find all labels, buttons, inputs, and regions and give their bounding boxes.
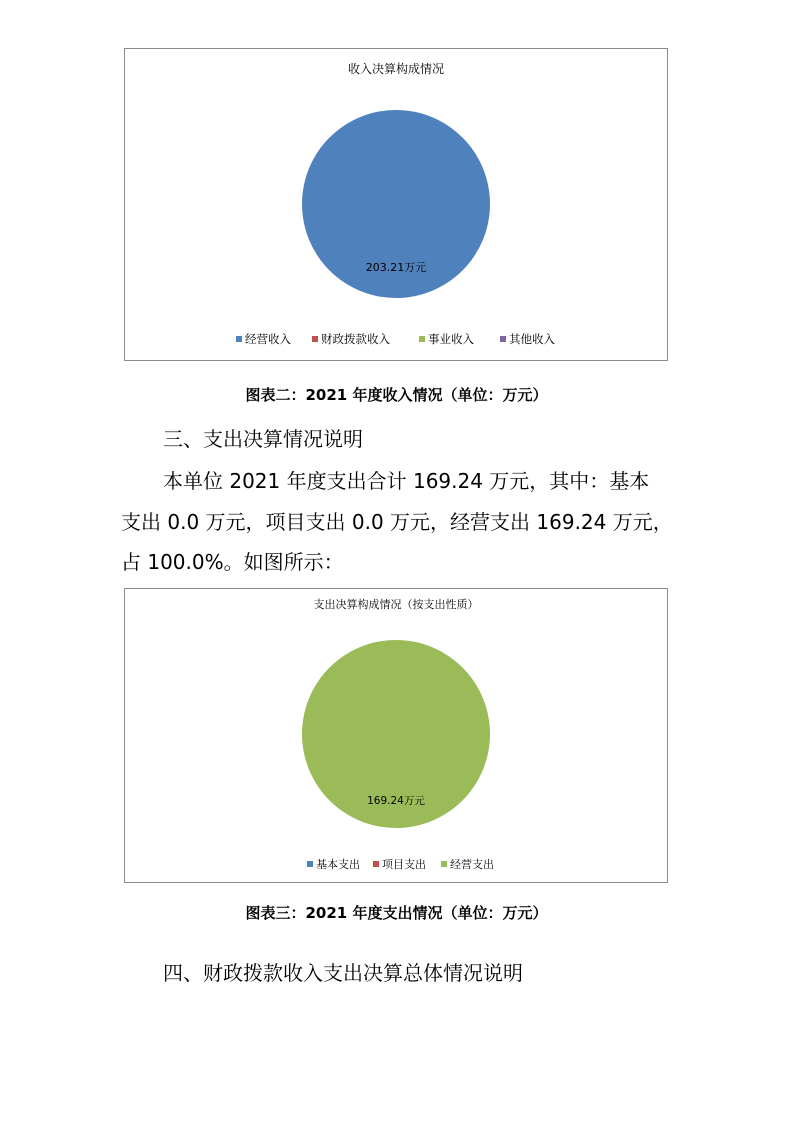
pie-data-label: 169.24万元 — [367, 795, 425, 807]
paragraph-line-1: 本单位 2021 年度支出合计 169.24 万元，其中：基本 — [163, 469, 650, 493]
legend-label: 项目支出 — [382, 858, 426, 871]
income-pie-svg — [125, 49, 667, 360]
pie-data-label: 203.21万元 — [365, 261, 427, 274]
legend-label: 事业收入 — [428, 332, 474, 346]
legend-swatch — [500, 336, 506, 342]
legend-label: 经营收入 — [245, 332, 291, 346]
legend-swatch — [312, 336, 318, 342]
section-heading-3: 三、支出决算情况说明 — [163, 427, 363, 451]
chart-title: 收入决算构成情况 — [347, 62, 445, 76]
legend-swatch — [441, 861, 447, 867]
paragraph-line-3: 占 100.0%。如图所示： — [121, 550, 344, 574]
paragraph-line-2: 支出 0.0 万元，项目支出 0.0 万元，经营支出 169.24 万元， — [121, 510, 673, 534]
figure-caption-2: 图表二：2021 年度收入情况（单位：万元） — [245, 386, 548, 404]
legend-label: 基本支出 — [316, 858, 360, 871]
chart-title: 支出决算构成情况（按支出性质） — [313, 598, 479, 611]
legend-label: 其他收入 — [509, 332, 555, 346]
legend-label: 经营支出 — [450, 858, 494, 871]
income-composition-chart — [124, 48, 668, 361]
expenditure-composition-chart — [124, 588, 668, 883]
legend — [236, 332, 555, 346]
section-heading-4: 四、财政拨款收入支出决算总体情况说明 — [163, 961, 523, 985]
legend-swatch — [307, 861, 313, 867]
legend-swatch — [373, 861, 379, 867]
legend — [307, 857, 494, 871]
expenditure-pie-svg — [125, 589, 667, 882]
figure-caption-3: 图表三：2021 年度支出情况（单位：万元） — [245, 904, 548, 922]
legend-swatch — [419, 336, 425, 342]
legend-swatch — [236, 336, 242, 342]
legend-label: 财政拨款收入 — [321, 332, 390, 346]
